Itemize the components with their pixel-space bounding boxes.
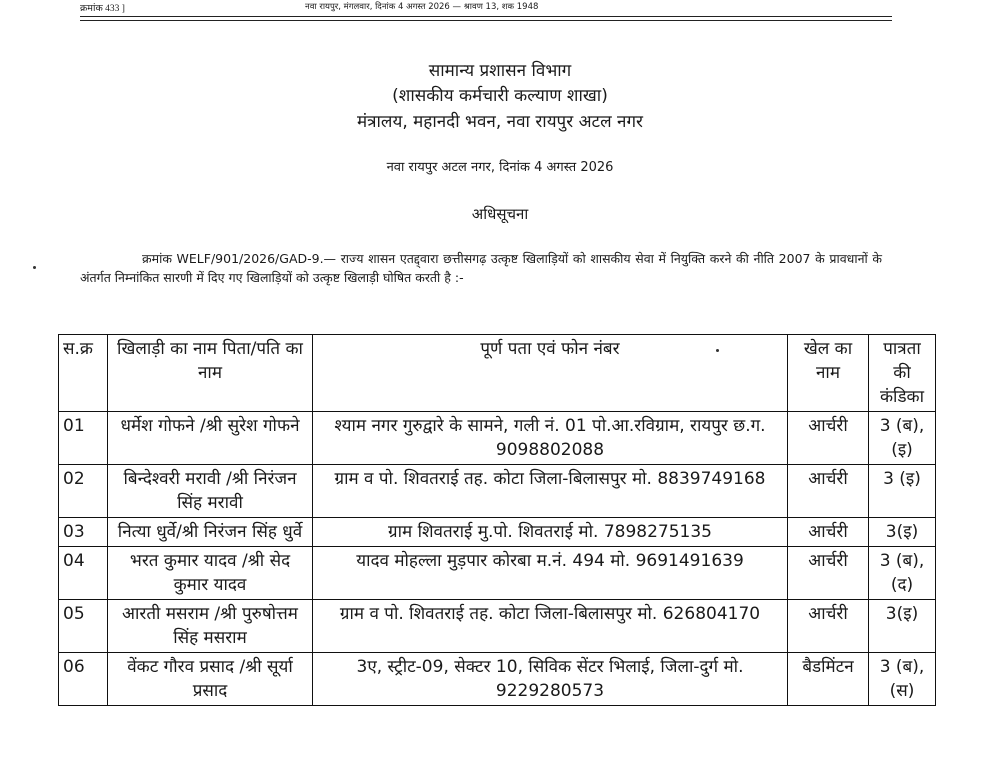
- cell-game: बैडमिंटन: [788, 653, 869, 706]
- table-row: [59, 518, 936, 547]
- department-name: सामान्य प्रशासन विभाग: [428, 61, 572, 81]
- office-address: मंत्रालय, महानदी भवन, नवा रायपुर अटल नगर: [356, 112, 644, 132]
- cell-serial: 02: [59, 465, 108, 518]
- cell-eligibility: 3 (ब), (द): [869, 547, 936, 600]
- cell-name: भरत कुमार यादव /श्री सेद कुमार यादव: [108, 547, 313, 600]
- cell-game: आर्चरी: [788, 412, 869, 465]
- cell-name: बिन्देश्वरी मरावी /श्री निरंजन सिंह मरावी: [108, 465, 313, 518]
- cell-address: 3ए, स्ट्रीट-09, सेक्टर 10, सिविक सेंटर भिलाई, जिला-दुर्ग मो. 9229280573: [313, 653, 788, 706]
- table-row: [59, 465, 936, 518]
- cell-name: धर्मेश गोफने /श्री सुरेश गोफने: [108, 412, 313, 465]
- cell-serial: 03: [59, 518, 108, 547]
- cell-name: वेंकट गौरव प्रसाद /श्री सूर्या प्रसाद: [108, 653, 313, 706]
- cell-serial: 06: [59, 653, 108, 706]
- players-table: [58, 334, 936, 706]
- page-reference: क्रमांक 433 ]: [80, 4, 125, 14]
- gazette-header: [80, 0, 892, 16]
- table-row: [59, 547, 936, 600]
- cell-address: यादव मोहल्ला मुड़पार कोरबा म.नं. 494 मो. 9691491639: [313, 547, 788, 600]
- cell-serial: 04: [59, 547, 108, 600]
- cell-game: आर्चरी: [788, 465, 869, 518]
- header-address: पूर्ण पता एवं फोन नंबर: [313, 335, 788, 412]
- cell-eligibility: 3(इ): [869, 600, 936, 653]
- header-serial: स.क्र: [59, 335, 108, 412]
- cell-eligibility: 3 (ब), (इ): [869, 412, 936, 465]
- body-paragraph: क्रमांक WELF/901/2026/GAD-9.— राज्य शासन एतद्द्वारा छत्तीसगढ़ उत्कृष्ट खिलाड़ियों को शासकीय सेवा में नियुक्ति करने की नीति 2007 के प्रावधानों के अंतर्गत निम्नांकित सारणी में दिए गए खिलाड़ियों को उत्कृष्ट खिलाड़ी घोषित करती है :-: [80, 251, 882, 285]
- cell-address: ग्राम व पो. शिवतराई तह. कोटा जिला-बिलासपुर मो. 626804170: [313, 600, 788, 653]
- cell-eligibility: 3(इ): [869, 518, 936, 547]
- cell-eligibility: 3 (ब), (स): [869, 653, 936, 706]
- cell-name: नित्या धुर्वे/श्री निरंजन सिंह धुर्वे: [108, 518, 313, 547]
- cell-serial: 05: [59, 600, 108, 653]
- gazette-date-line: नवा रायपुर, मंगलवार, दिनांक 4 अगस्त 2026 — श्रावण 13, शक 1948: [305, 2, 539, 12]
- table-row: [59, 600, 936, 653]
- header-name: खिलाड़ी का नाम पिता/पति का नाम: [108, 335, 313, 412]
- table-header-row: [59, 335, 936, 412]
- scan-speck: [33, 266, 36, 269]
- cell-serial: 01: [59, 412, 108, 465]
- cell-eligibility: 3 (इ): [869, 465, 936, 518]
- cell-address: ग्राम शिवतराई मु.पो. शिवतराई मो. 7898275135: [313, 518, 788, 547]
- notification-title: अधिसूचना: [471, 205, 529, 223]
- cell-name: आरती मसराम /श्री पुरुषोत्तम सिंह मसराम: [108, 600, 313, 653]
- header-rule: [80, 16, 892, 17]
- header-rule-thin: [80, 20, 892, 21]
- header-game: खेल का नाम: [788, 335, 869, 412]
- cell-game: आर्चरी: [788, 518, 869, 547]
- cell-game: आर्चरी: [788, 547, 869, 600]
- notification-body: [80, 249, 882, 287]
- table-row: [59, 653, 936, 706]
- cell-address: श्याम नगर गुरुद्वारे के सामने, गली नं. 01 पो.आ.रविग्राम, रायपुर छ.ग. 9098802088: [313, 412, 788, 465]
- header-eligibility: पात्रता की कंडिका: [869, 335, 936, 412]
- cell-game: आर्चरी: [788, 600, 869, 653]
- table-row: [59, 412, 936, 465]
- branch-name: (शासकीय कर्मचारी कल्याण शाखा): [392, 86, 608, 106]
- cell-address: ग्राम व पो. शिवतराई तह. कोटा जिला-बिलासपुर मो. 8839749168: [313, 465, 788, 518]
- dateline: नवा रायपुर अटल नगर, दिनांक 4 अगस्त 2026: [386, 160, 614, 175]
